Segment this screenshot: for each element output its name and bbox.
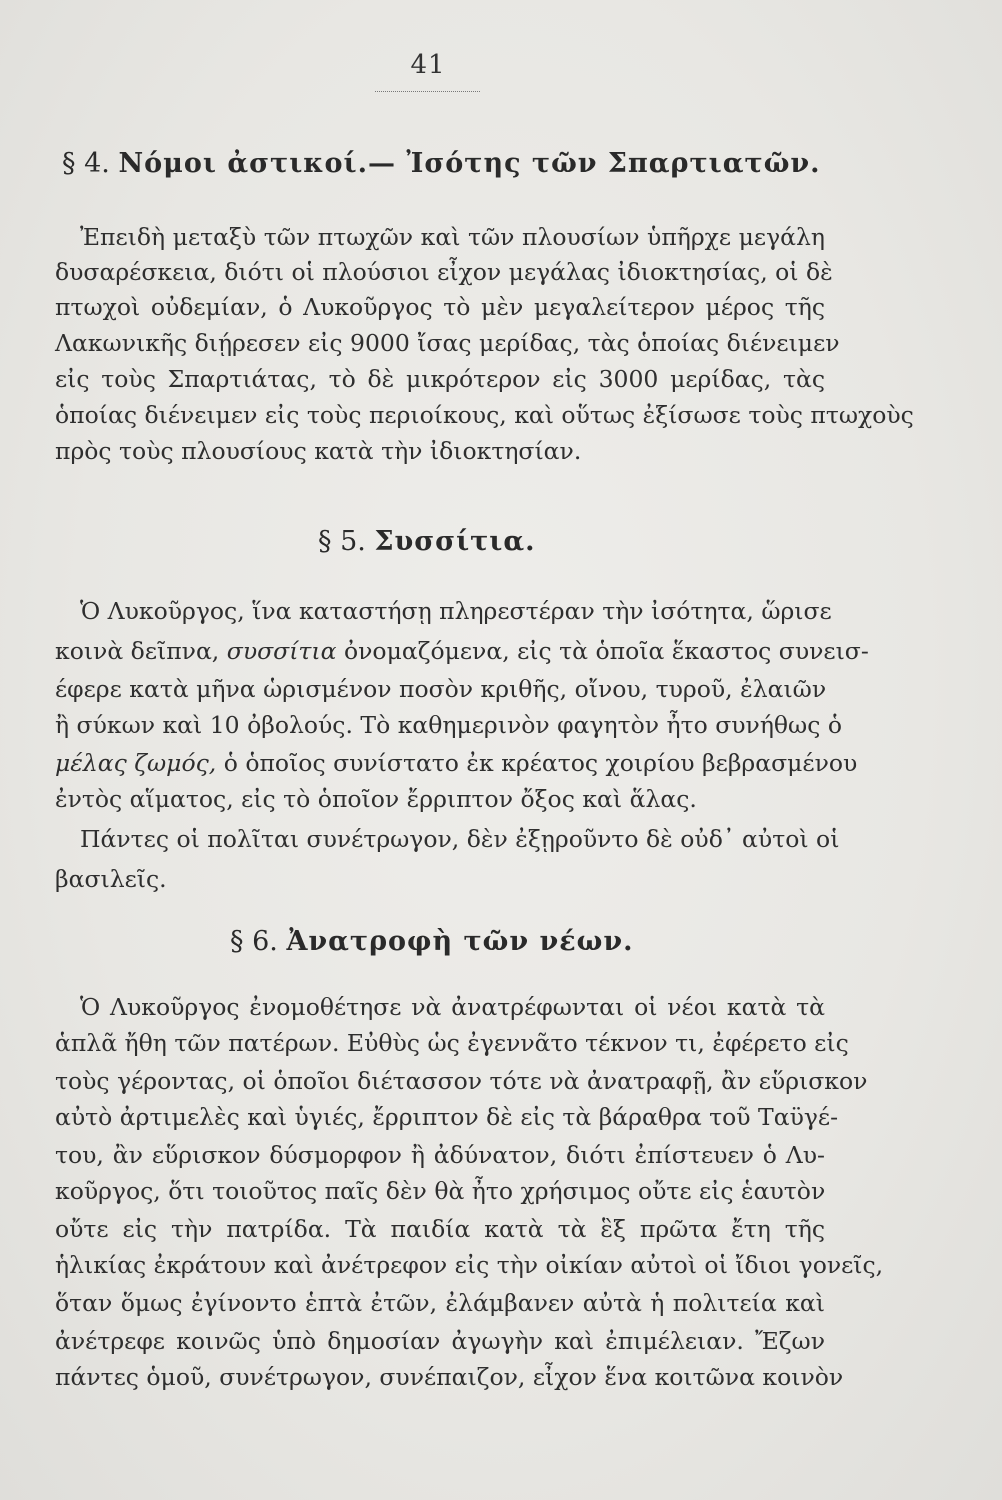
section-6-line-8: ἡλικίας ἐκράτουν καὶ ἀνέτρεφον εἰς τὴν οἰκίαν αὐτοὶ οἱ ἴδιοι γονεῖς,: [55, 1251, 884, 1279]
section-4-line-1: Ἐπειδὴ μεταξὺ τῶν πτωχῶν καὶ τῶν πλουσίων ὑπῆρχε μεγάλη: [80, 223, 825, 251]
section-5-line-5: [55, 748, 858, 778]
syssitia-term: συσσίτια: [226, 637, 337, 665]
section-6-line-5: του, ἂν εὕρισκον δύσμορφον ἢ ἀδύνατον, διότι ἐπίστευεν ὁ Λυ-: [55, 1141, 825, 1169]
section-6-line-1: Ὁ Λυκοῦργος ἐνομοθέτησε νὰ ἀνατρέφωνται οἱ νέοι κατὰ τὰ: [80, 993, 825, 1021]
section-6-line-10: ἀνέτρεφε κοινῶς ὑπὸ δημοσίαν ἀγωγὴν καὶ ἐπιμέλειαν. Ἔζων: [55, 1327, 825, 1355]
section-5-line-7: Πάντες οἱ πολῖται συνέτρωγον, δὲν ἐξῃροῦντο δὲ οὐδ᾽ αὐτοὶ οἱ: [80, 825, 840, 853]
section-6-line-11: πάντες ὁμοῦ, συνέτρωγον, συνέπαιζον, εἶχον ἕνα κοιτῶνα κοινὸν: [55, 1363, 844, 1391]
section-4-line-4: Λακωνικῆς διῄρεσεν εἰς 9000 ἴσας μερίδας, τὰς ὁποίας διένειμεν: [55, 329, 840, 357]
section-5-number: § 5.: [318, 526, 366, 557]
page-number: 41: [410, 50, 446, 80]
section-6-line-3: τοὺς γέροντας, οἱ ὁποῖοι διέτασσον τότε νὰ ἀνατραφῇ, ἂν εὕρισκον: [55, 1067, 868, 1095]
section-6-line-7: οὔτε εἰς τὴν πατρίδα. Τὰ παιδία κατὰ τὰ ἓξ πρῶτα ἔτη τῆς: [55, 1215, 825, 1243]
section-4-number: § 4.: [62, 148, 110, 179]
section-6-number: § 6.: [230, 926, 278, 957]
section-5-line-6: ἐντὸς αἵματος, εἰς τὸ ὁποῖον ἔρριπτον ὄξος καὶ ἅλας.: [55, 785, 697, 813]
section-4-title: Νόμοι ἀστικοί.— Ἰσότης τῶν Σπαρτιατῶν.: [118, 148, 821, 179]
section-5-heading: [318, 526, 536, 557]
section-6-line-9: ὅταν ὅμως ἐγίνοντο ἑπτὰ ἐτῶν, ἐλάμβανεν αὐτὰ ἡ πολιτεία καὶ: [55, 1289, 825, 1317]
section-6-heading: [230, 926, 634, 957]
section-5-line-5-rest: ὁ ὁποῖος συνίστατο ἐκ κρέατος χοιρίου βεβρασμένου: [223, 749, 858, 777]
section-5-line-2-part-1: κοινὰ δεῖπνα,: [55, 637, 220, 665]
section-5-line-3: έφερε κατὰ μῆνα ὡρισμένον ποσὸν κριθῆς, οἴνου, τυροῦ, ἐλαιῶν: [55, 675, 827, 703]
section-4-heading: [62, 148, 821, 179]
section-5-title: Συσσίτια.: [374, 526, 536, 557]
section-4-line-6: ὁποίας διένειμεν εἰς τοὺς περιοίκους, καὶ οὕτως ἐξίσωσε τοὺς πτωχοὺς: [55, 401, 914, 429]
section-6-line-2: ἁπλᾶ ἤθη τῶν πατέρων. Εὐθὺς ὡς ἐγεννᾶτο τέκνον τι, ἐφέρετο εἰς: [55, 1029, 849, 1057]
section-5-line-4: ἢ σύκων καὶ 10 ὀβολούς. Τὸ καθημερινὸν φαγητὸν ἦτο συνήθως ὁ: [55, 711, 842, 739]
page-number-rule: [375, 91, 480, 92]
section-6-line-4: αὐτὸ ἀρτιμελὲς καὶ ὑγιές, ἔρριπτον δὲ εἰς τὰ βάραθρα τοῦ Ταϋγέ-: [55, 1103, 839, 1131]
section-5-line-2-part-2: ὀνομαζόμενα, εἰς τὰ ὁποῖα ἕκαστος συνεισ-: [343, 637, 869, 665]
melas-zomos-term: μέλας ζωμός,: [55, 749, 217, 777]
section-5-line-8: βασιλεῖς.: [55, 865, 167, 893]
section-5-line-1: Ὁ Λυκοῦργος, ἵνα καταστήσῃ πληρεστέραν τὴν ἰσότητα, ὥρισε: [80, 597, 832, 625]
section-6-line-6: κοῦργος, ὅτι τοιοῦτος παῖς δὲν θὰ ἦτο χρήσιμος οὔτε εἰς ἑαυτὸν: [55, 1177, 826, 1205]
section-5-line-2: [55, 636, 869, 666]
section-4-line-7: πρὸς τοὺς πλουσίους κατὰ τὴν ἰδιοκτησίαν.: [55, 437, 582, 465]
section-4-line-5: εἰς τοὺς Σπαρτιάτας, τὸ δὲ μικρότερον εἰς 3000 μερίδας, τὰς: [55, 365, 825, 393]
section-6-title: Ἀνατροφὴ τῶν νέων.: [286, 926, 634, 957]
section-4-line-3: πτωχοὶ οὐδεμίαν, ὁ Λυκοῦργος τὸ μὲν μεγαλείτερον μέρος τῆς: [55, 293, 825, 321]
section-4-line-2: δυσαρέσκεια, διότι οἱ πλούσιοι εἶχον μεγάλας ἰδιοκτησίας, οἱ δὲ: [55, 258, 833, 286]
